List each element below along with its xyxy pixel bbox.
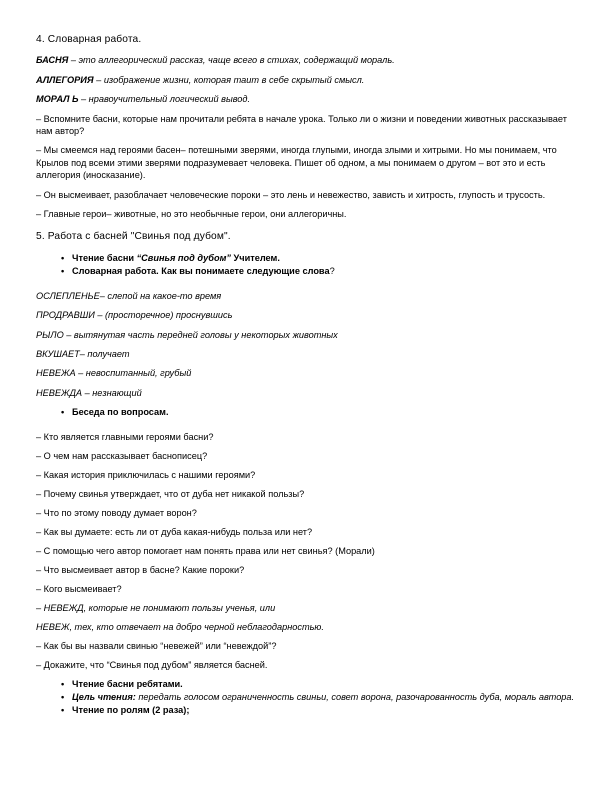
question: – Кого высмеивает? xyxy=(36,583,122,594)
bullet-list-1 xyxy=(36,252,578,278)
bullet-list-2 xyxy=(36,406,578,418)
paragraph: – Вспомните басни, которые нам прочитали ребята в начале урока. Только ли о жизни и поведении животных рассказывает нам автор? xyxy=(36,113,567,137)
question: – Какая история приключилась с нашими героями? xyxy=(36,469,256,480)
question: – Как бы вы назвали свинью “невежей” или “невеждой”? xyxy=(36,640,277,651)
list-item: • Чтение по ролям (2 раза); xyxy=(61,705,190,716)
answer-line: НЕВЕЖ, тех, кто отвечает на добро черной неблагодарностью. xyxy=(36,621,324,632)
term-basnya: БАСНЯ xyxy=(36,55,69,66)
list-item: • Словарная работа. Как вы понимаете следующие слова? xyxy=(61,266,335,277)
paragraph: – Мы смеемся над героями басен– потешными зверями, иногда глупыми, иногда злыми и хитрыми. Но мы понимаем, что Крылов под всеми этими зверями подразумевает человека. Пишет об одном, а мы понимаем о другом – вот это и есть аллегория (иносказание). xyxy=(36,145,557,181)
bullet-icon: • xyxy=(61,407,65,418)
vocab-item: ОСЛЕПЛЕНЬЕ– слепой на какое-то время xyxy=(36,290,222,301)
fable-title: “Свинья под дубом” xyxy=(136,252,231,263)
bullet-icon: • xyxy=(61,252,65,263)
def-allegoriya: – изображение жизни, которая таит в себе скрытый смысл. xyxy=(93,74,365,85)
bullet-icon: • xyxy=(61,266,65,277)
answer-line: – НЕВЕЖД, которые не понимают пользы ученья, или xyxy=(36,602,276,613)
question: – Докажите, что “Свинья под дубом” является басней. xyxy=(36,659,268,670)
goal-label: Цель чтения: xyxy=(72,691,136,702)
vocab-item: НЕВЕЖА – невоспитанный, грубый xyxy=(36,368,192,379)
vocab-item: ПРОДРАВШИ – (просторечное) проснувшись xyxy=(36,310,233,321)
list-item: • Чтение басни “Свинья под дубом” Учителем. xyxy=(61,252,280,263)
question: – С помощью чего автор помогает нам понять права или нет свинья? (Морали) xyxy=(36,545,375,556)
document-page xyxy=(36,34,578,725)
list-item: • Беседа по вопросам. xyxy=(61,407,169,418)
vocab-item: НЕВЕЖДА – незнающий xyxy=(36,387,142,398)
bullet-list-3 xyxy=(36,678,578,717)
definition-allegoriya xyxy=(36,74,578,86)
section-5-heading: 5. Работа с басней "Свинья под дубом". xyxy=(36,231,231,243)
list-item xyxy=(36,691,578,703)
bullet-icon: • xyxy=(61,691,65,702)
list-item: • Чтение басни ребятами. xyxy=(61,678,183,689)
term-allegoriya: АЛЛЕГОРИЯ xyxy=(36,74,94,85)
def-basnya: – это аллегорический рассказ, чаще всего в стихах, содержащий мораль. xyxy=(68,55,395,66)
question: – Что по этому поводу думает ворон? xyxy=(36,507,197,518)
bullet-icon: • xyxy=(61,705,65,716)
def-moral: – нравоучительный логический вывод. xyxy=(78,94,251,105)
goal-text: передать голосом ограниченность свиньи, совет ворона, разочарованность дуба, мораль автора. xyxy=(135,691,575,702)
paragraph: – Он высмеивает, разоблачает человеческие пороки – это лень и невежество, зависть и хитрость, глупость и трусость. xyxy=(36,189,546,200)
question: – Что высмеивает автор в басне? Какие пороки? xyxy=(36,564,245,575)
vocab-item: РЫЛО – вытянутая часть передней головы у некоторых животных xyxy=(36,329,338,340)
term-moral: МОРАЛ Ь xyxy=(36,94,79,105)
question: – О чем нам рассказывает баснописец? xyxy=(36,450,208,461)
question: – Кто является главными героями басни? xyxy=(36,431,214,442)
vocab-item: ВКУШАЕТ– получает xyxy=(36,348,130,359)
question: – Почему свинья утверждает, что от дуба нет никакой пользы? xyxy=(36,488,305,499)
question: – Как вы думаете: есть ли от дуба какая-нибудь польза или нет? xyxy=(36,526,313,537)
definition-moral xyxy=(36,93,578,105)
section-4-heading: 4. Словарная работа. xyxy=(36,34,142,45)
paragraph: – Главные герои– животные, но это необычные герои, они аллегоричны. xyxy=(36,209,347,220)
definition-basnya xyxy=(36,54,578,66)
bullet-icon: • xyxy=(61,678,65,689)
